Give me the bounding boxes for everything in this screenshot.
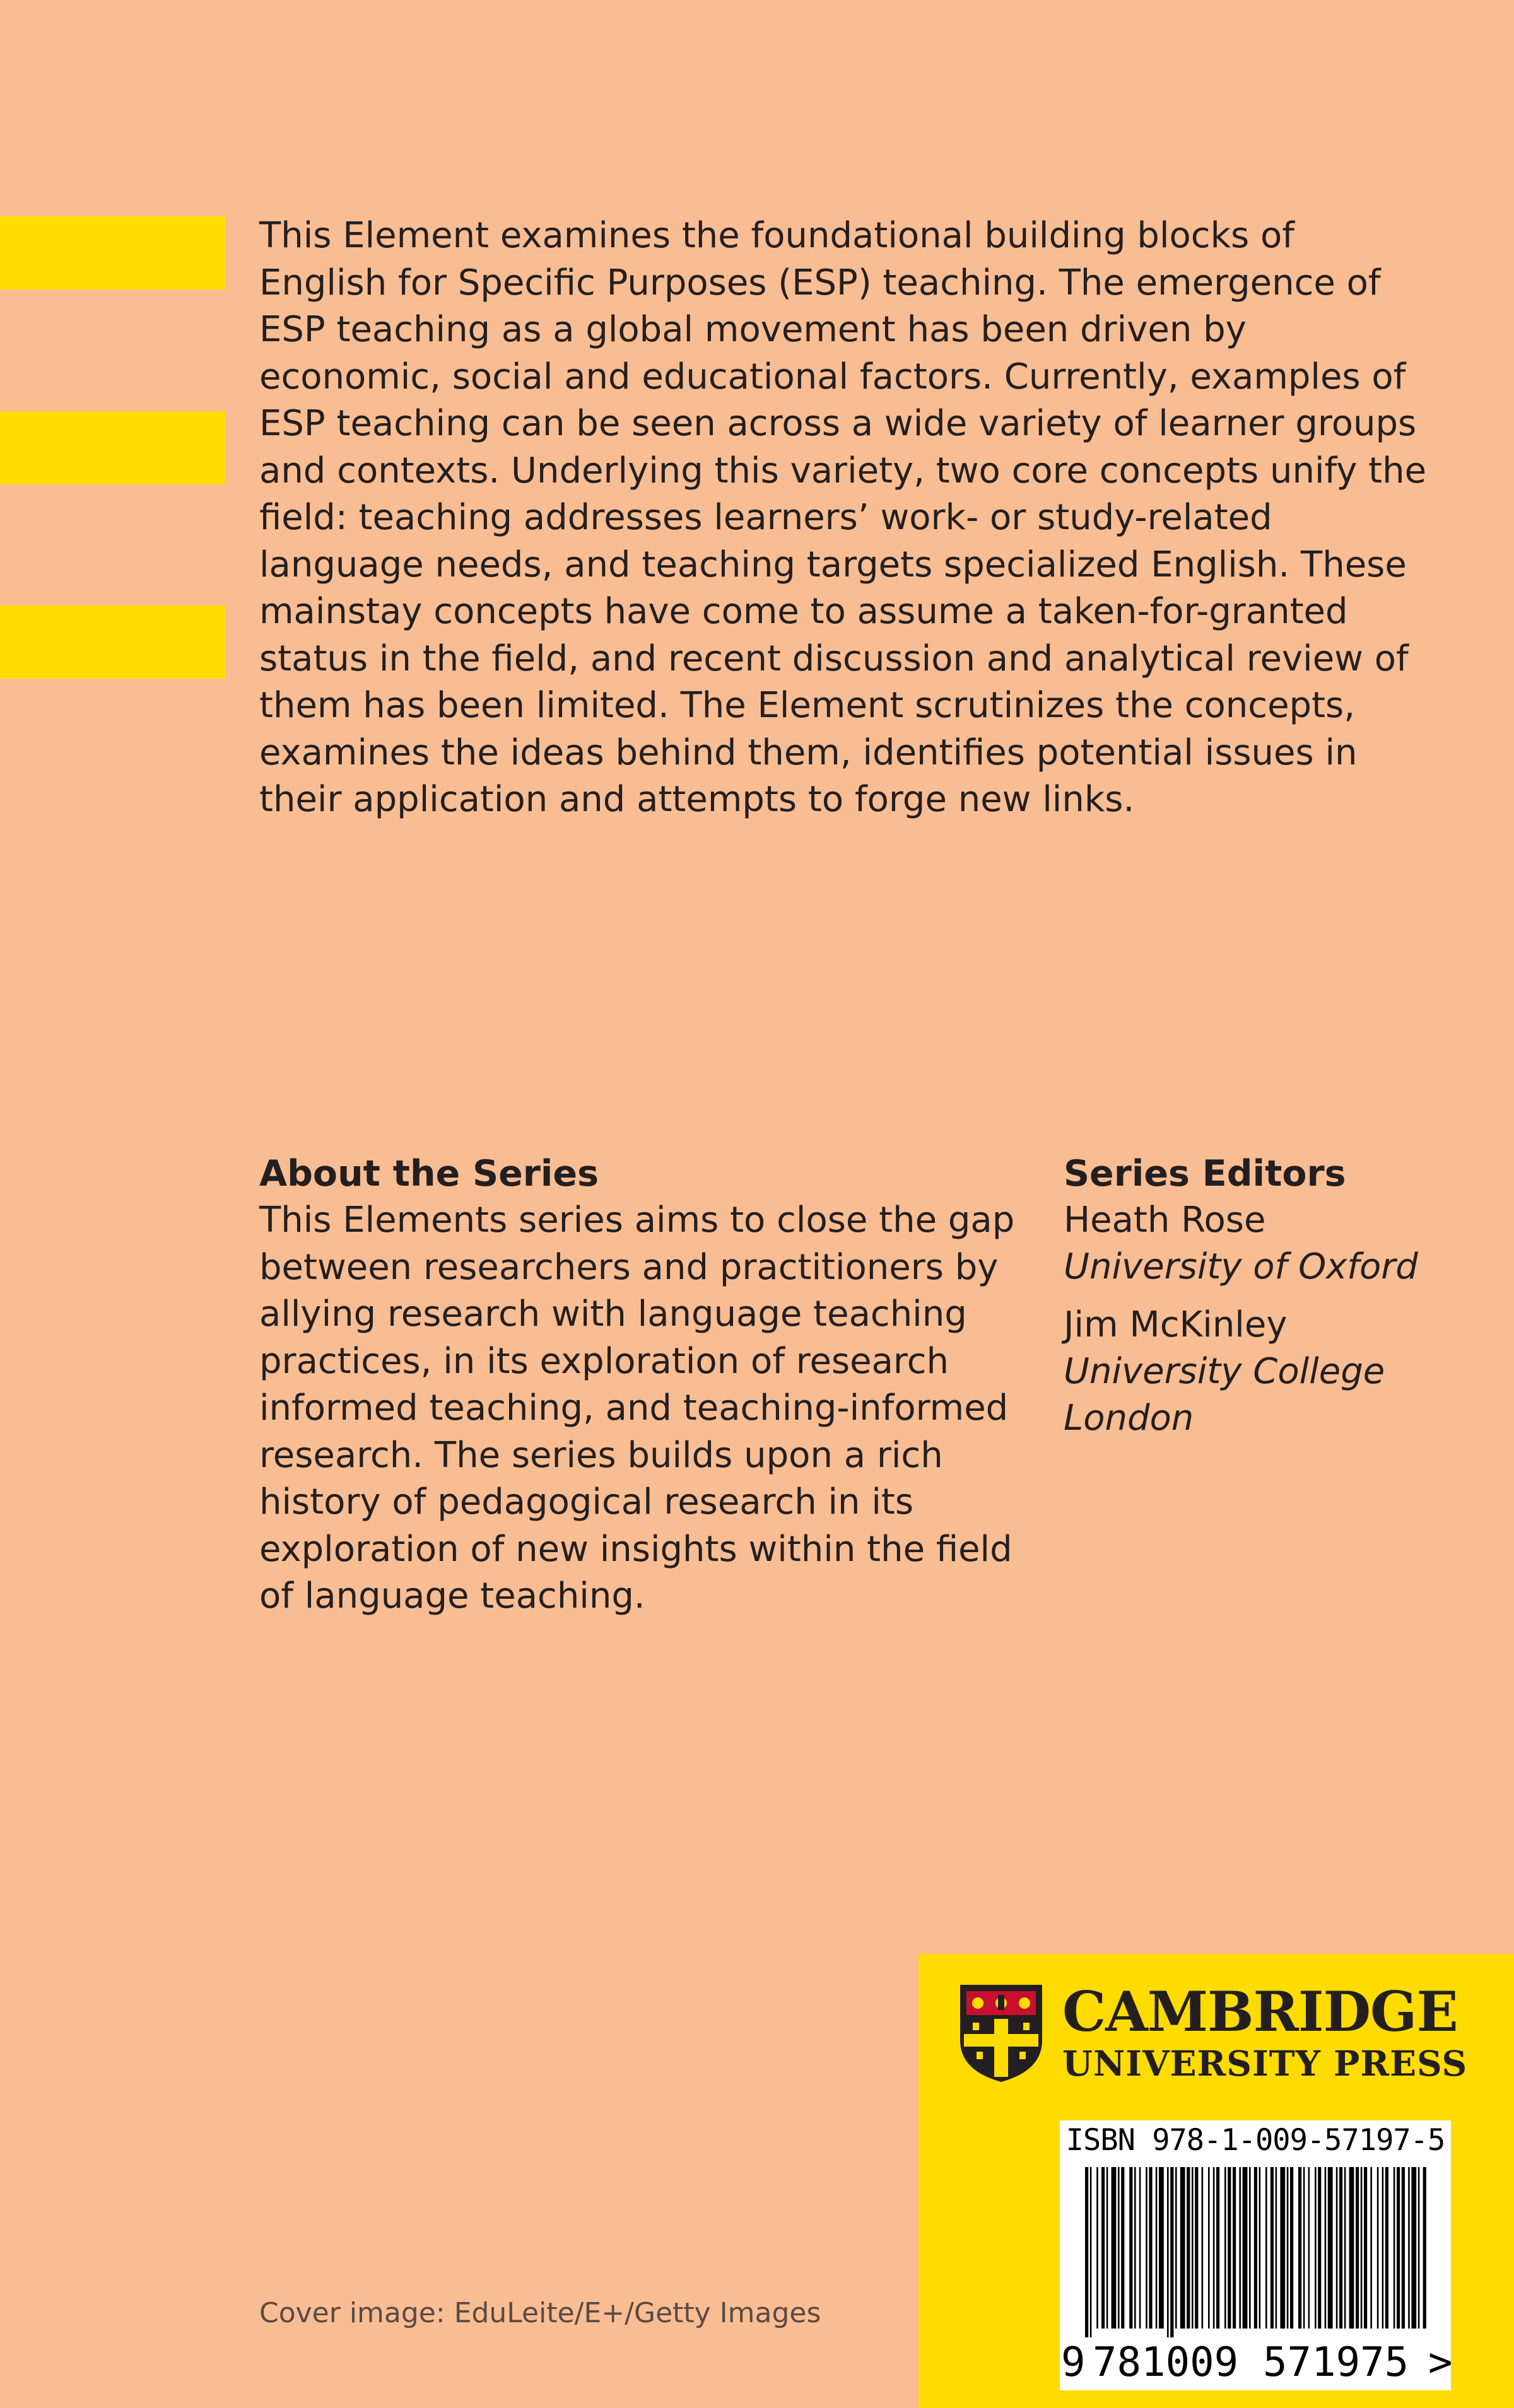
cambridge-shield-crest-icon	[958, 1982, 1045, 2084]
barcode-bar	[1146, 2167, 1147, 2329]
barcode-bar	[1411, 2167, 1416, 2329]
barcode-bar	[1101, 2167, 1105, 2329]
accent-bar	[0, 216, 226, 289]
barcode-bar	[1318, 2167, 1321, 2329]
barcode-bar	[1090, 2167, 1092, 2337]
barcode-bar	[1213, 2167, 1215, 2329]
about-series-text: This Elements series aims to close the gap between researchers and practitioners by allying research with language teaching practices, in its exploration of research informed teaching, and teaching-informed research. The series builds upon a rich history of pedagogical research in its exploration of new insights within the field of language teaching.	[259, 1200, 1015, 1616]
editor-name: Jim McKinley	[1064, 1304, 1288, 1345]
barcode-bar	[1224, 2167, 1226, 2329]
barcode-bar	[1187, 2167, 1190, 2329]
barcode-digits-right: 571975	[1263, 2339, 1409, 2386]
publisher-name: CAMBRIDGE	[1062, 1979, 1458, 2044]
barcode-bar	[1192, 2167, 1194, 2329]
about-series-section	[259, 1150, 1054, 1620]
barcode-bar	[1308, 2167, 1310, 2329]
barcode-bar	[1167, 2167, 1169, 2337]
barcode-bar	[1233, 2167, 1236, 2329]
series-editors-heading: Series Editors	[1064, 1153, 1346, 1195]
barcode-bar	[1385, 2167, 1388, 2329]
barcode-bar	[1096, 2167, 1098, 2329]
barcode-bar	[1315, 2167, 1317, 2329]
barcode-bar	[1423, 2167, 1426, 2329]
barcode-bar	[1118, 2167, 1120, 2329]
barcode-bar	[1280, 2167, 1285, 2329]
barcode-bar	[1106, 2167, 1108, 2329]
barcode-digits	[1060, 2337, 1451, 2388]
barcode-bar	[1339, 2167, 1342, 2329]
editor-affiliation: University of Oxford	[1064, 1246, 1418, 1287]
barcode-bar	[1402, 2167, 1405, 2329]
barcode-bar	[1159, 2167, 1164, 2329]
barcode-bar	[1129, 2167, 1132, 2329]
barcode-bar	[1216, 2167, 1219, 2329]
accent-bar	[0, 605, 226, 679]
barcode-bar	[1249, 2167, 1251, 2329]
barcode-bar	[1397, 2167, 1400, 2329]
barcode-bar	[1270, 2167, 1274, 2329]
barcode-bar	[1139, 2167, 1141, 2329]
barcode-bar	[1303, 2167, 1305, 2329]
isbn-number: ISBN 978-1-009-57197-5	[1065, 2123, 1445, 2158]
barcode-bar	[1370, 2167, 1372, 2329]
barcode-bar	[1377, 2167, 1379, 2329]
barcode-bar	[1228, 2167, 1231, 2329]
barcode-bar	[1298, 2167, 1301, 2329]
barcode-bar	[1394, 2167, 1395, 2329]
publisher-panel	[918, 1954, 1514, 2408]
barcode-bar	[1349, 2167, 1354, 2329]
barcode-bar	[1344, 2167, 1346, 2329]
barcode-bar	[1259, 2167, 1261, 2329]
book-description: This Element examines the foundational building blocks of English for Specific Purposes (ESP) teaching. The emergence of ESP teaching as a global movement has been driven by economic, social and educational factors. Currently, examples of ESP teaching can be seen across a wide variety of learner groups and contexts. Underlying this variety, two core concepts unify the field: teaching addresses learners’ work- or study-related language needs, and teaching targets specialized English. These mainstay concepts have come to assume a taken-for-granted status in the field, and recent discussion and analytical review of them has been limited. The Element scrutinizes the concepts, examines the ideas behind them, identifies potential issues in their application and attempts to forge new links.	[259, 215, 1427, 820]
barcode-bar	[1276, 2167, 1277, 2329]
isbn-barcode	[1060, 2120, 1451, 2390]
barcode-bar	[1408, 2167, 1410, 2329]
barcode-bar	[1085, 2167, 1088, 2337]
barcode-bar	[1112, 2167, 1117, 2329]
barcode-bar	[1208, 2167, 1210, 2329]
barcode-bar	[1290, 2167, 1293, 2329]
about-series-heading: About the Series	[259, 1153, 599, 1195]
barcode-bar	[1328, 2167, 1333, 2329]
barcode-bar	[1361, 2167, 1363, 2329]
barcode-bar	[1336, 2167, 1338, 2329]
barcode-bar	[1170, 2167, 1173, 2337]
barcode-digit-lead: 9	[1061, 2339, 1086, 2386]
barcode-bar	[1356, 2167, 1359, 2329]
accent-bar	[0, 411, 226, 484]
barcode-arrow: >	[1428, 2339, 1453, 2386]
series-editors-section	[1064, 1150, 1493, 1442]
barcode-bar	[1364, 2167, 1367, 2329]
barcode-bar	[1121, 2167, 1124, 2329]
barcode-bar	[1134, 2167, 1136, 2329]
barcode-bar	[1254, 2167, 1257, 2329]
barcode-bar	[1202, 2167, 1204, 2329]
editor-affiliation: University College London	[1064, 1351, 1385, 1439]
cover-image-credit: Cover image: EduLeite/E+/Getty Images	[259, 2297, 821, 2329]
barcode-bar	[1265, 2167, 1267, 2329]
barcode-bar	[1382, 2167, 1384, 2329]
barcode-bar	[1418, 2167, 1420, 2329]
barcode-digits-left: 781009	[1093, 2339, 1239, 2386]
barcode-bar	[1239, 2167, 1241, 2329]
barcode-bar	[1156, 2167, 1158, 2329]
publisher-wordmark	[1062, 1979, 1504, 2085]
barcode-bar	[1149, 2167, 1152, 2329]
barcode-bar	[1180, 2167, 1185, 2329]
barcode-bars	[1083, 2167, 1428, 2337]
editor-name: Heath Rose	[1064, 1200, 1266, 1241]
barcode-bar	[1195, 2167, 1198, 2329]
publisher-subname: UNIVERSITY PRESS	[1062, 2043, 1468, 2084]
barcode-bar	[1175, 2167, 1177, 2329]
barcode-bar	[1243, 2167, 1248, 2329]
barcode-bar	[1325, 2167, 1327, 2329]
barcode-bar	[1287, 2167, 1289, 2329]
